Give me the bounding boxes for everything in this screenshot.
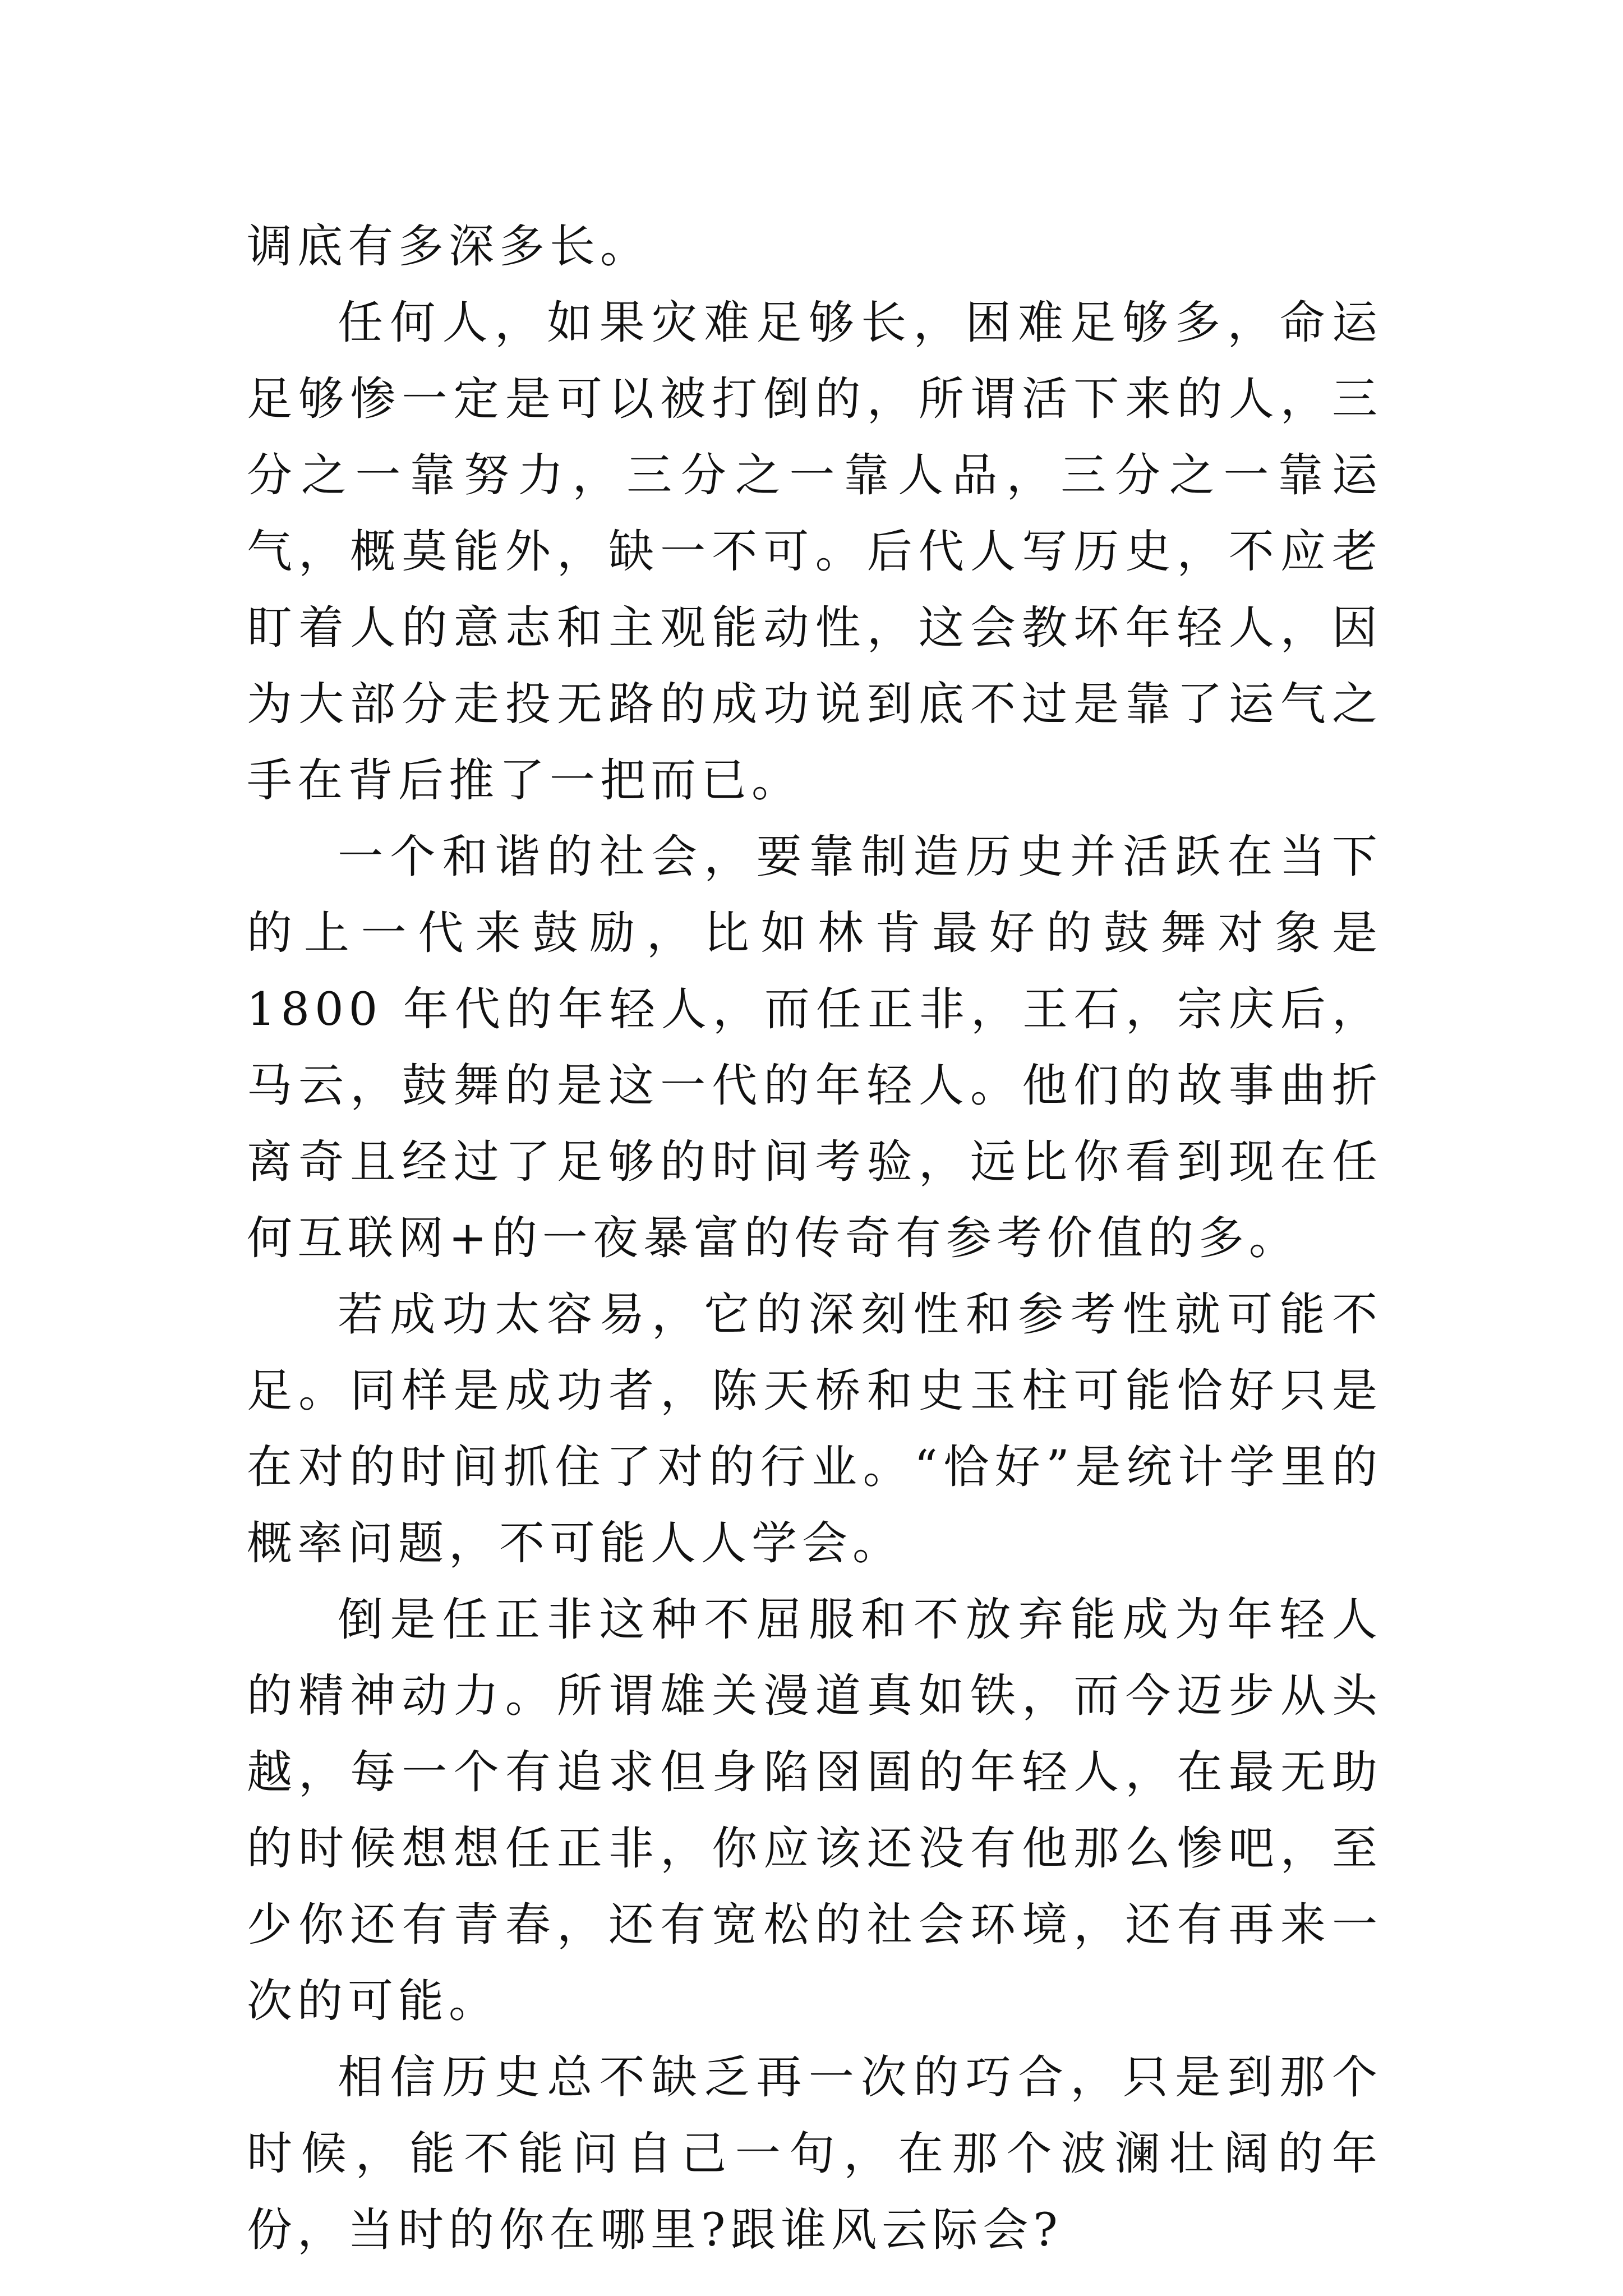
paragraph-6: 相信历史总不缺乏再一次的巧合，只是到那个时候，能不能问自己一句，在那个波澜壮阔的年份，当时的你在哪里?跟谁风云际会? (247, 2051, 1382, 2257)
paragraph-5: 倒是任正非这种不屈服和不放弃能成为年轻人的精神动力。所谓雄关漫道真如铁，而今迈步从头越，每一个有追求但身陷囹圄的年轻人，在最无助的时候想想任正非，你应该还没有他那么惨吧，至少你还有青春，还有宽松的社会环境，还有再来一次的可能。 (247, 1594, 1382, 2028)
paragraph-2: 任何人，如果灾难足够长，困难足够多，命运足够惨一定是可以被打倒的，所谓活下来的人，三分之一靠努力，三分之一靠人品，三分之一靠运气，概莫能外，缺一不可。后代人写历史，不应老盯着人的意志和主观能动性，这会教坏年轻人，因为大部分走投无路的成功说到底不过是靠了运气之手在背后推了一把而已。 (247, 297, 1382, 807)
paragraph-1: 调底有多深多长。 (247, 220, 651, 273)
paragraph-4: 若成功太容易，它的深刻性和参考性就可能不足。同样是成功者，陈天桥和史玉柱可能恰好只是在对的时间抓住了对的行业。“恰好”是统计学里的概率问题，不可能人人学会。 (247, 1289, 1382, 1570)
paragraph-3: 一个和谐的社会，要靠制造历史并活跃在当下的上一代来鼓励，比如林肯最好的鼓舞对象是 1800 年代的年轻人，而任正非，王石，宗庆后，马云，鼓舞的是这一代的年轻人。他们的故事曲折离奇且经过了足够的时间考验，远比你看到现在任何互联网+的一夜暴富的传奇有参考价值的多。 (247, 831, 1382, 1265)
article-body (247, 209, 1382, 2269)
